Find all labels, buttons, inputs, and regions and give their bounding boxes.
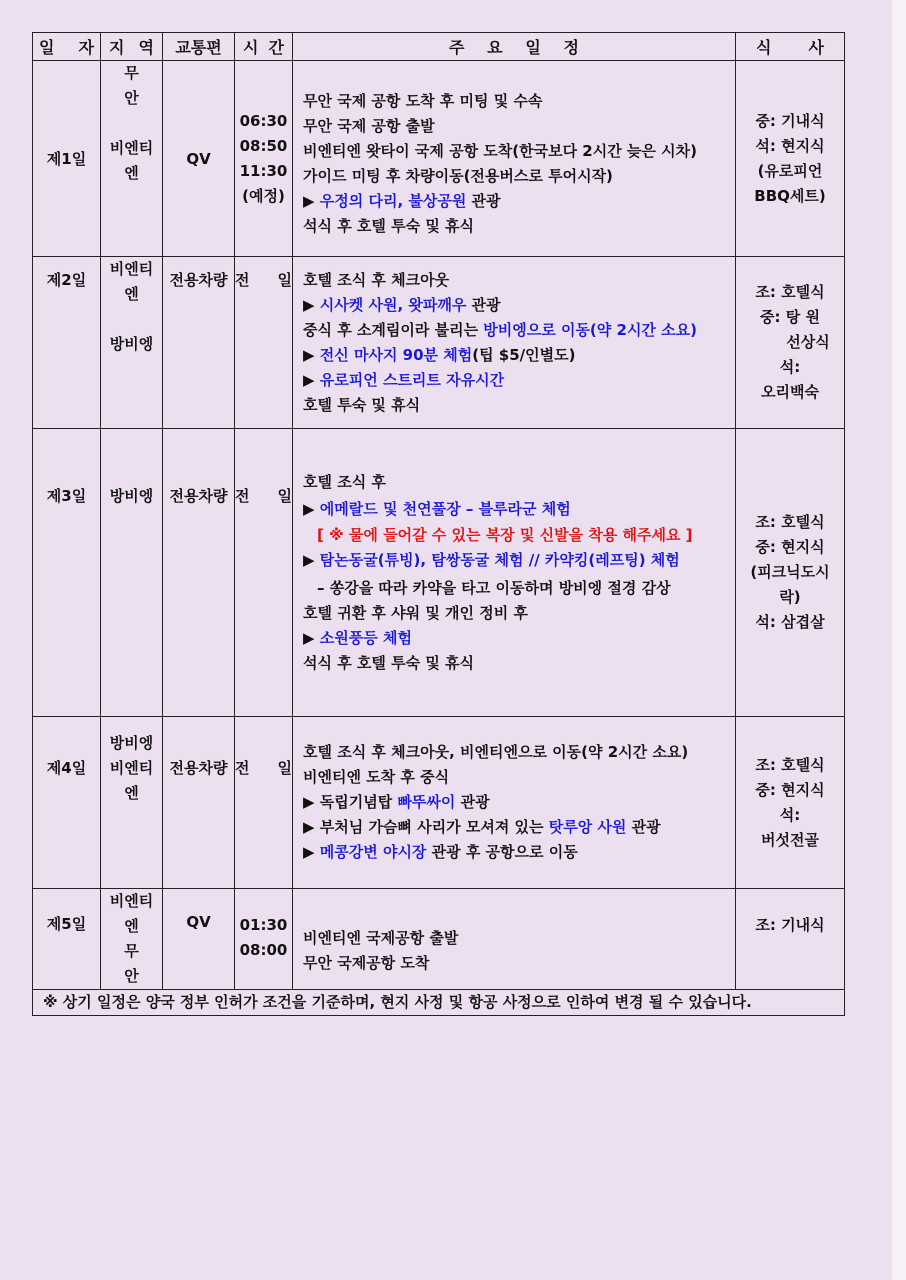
- schedule-cell: [293, 717, 736, 889]
- schedule-line: ▶ 독립기념탑 빠뚜싸이 관광: [303, 793, 490, 811]
- header-region: 지 역: [101, 33, 163, 61]
- region-cell: 비엔티 엔 방비엥: [101, 257, 163, 429]
- itinerary-table: [32, 32, 845, 1016]
- header-row: [33, 33, 845, 61]
- schedule-line: ▶ 전신 마사지 90분 체험(팁 $5/인별도): [303, 345, 576, 364]
- schedule-line: 무안 국제 공항 출발: [303, 116, 435, 135]
- schedule-line: ▶ 부처님 가슴뼈 사리가 모셔져 있는 탓루앙 사원 관광: [303, 818, 661, 836]
- time-cell: 01:30 08:00: [235, 889, 293, 990]
- schedule-line: 가이드 미팅 후 차량이동(전용버스로 투어시작): [303, 166, 613, 185]
- meal-cell: 조: 호텔식 중: 현지식 (피크닉도시 락) 석: 삼겹살: [736, 429, 845, 717]
- schedule-line: ▶ 소원풍등 체험: [303, 628, 412, 647]
- day-row-4: [33, 717, 845, 889]
- transport-cell: QV: [163, 889, 235, 990]
- schedule-line: 무안 국제공항 도착: [303, 954, 430, 972]
- schedule-line: 호텔 조식 후 체크아웃: [303, 270, 450, 289]
- transport-cell: QV: [163, 61, 235, 257]
- schedule-line: 비엔티엔 왓타이 국제 공항 도착(한국보다 2시간 늦은 시차): [303, 141, 697, 160]
- schedule-line: 호텔 조식 후: [303, 472, 386, 491]
- header-transport: 교통편: [163, 33, 235, 61]
- warning-note: [ ※ 물에 들어갈 수 있는 복장 및 신발을 착용 해주세요 ]: [317, 525, 693, 544]
- footnote-row: [33, 990, 845, 1016]
- schedule-cell: [293, 429, 736, 717]
- schedule-line: 무안 국제 공항 도착 후 미팅 및 수속: [303, 91, 543, 110]
- header-time: 시 간: [235, 33, 293, 61]
- schedule-line: ▶ 우정의 다리, 불상공원 관광: [303, 191, 501, 210]
- schedule-line: 호텔 투숙 및 휴식: [303, 395, 421, 414]
- region-cell: 무 안 비엔티 엔: [101, 61, 163, 257]
- schedule-line: 비엔티엔 도착 후 중식: [303, 768, 450, 786]
- time-cell: 전 일: [235, 257, 293, 429]
- schedule-line: ▶ 유로피언 스트리트 자유시간: [303, 370, 505, 389]
- meal-cell: 조: 기내식: [736, 889, 845, 990]
- meal-cell: 조: 호텔식 중: 현지식 석: 버섯전골: [736, 717, 845, 889]
- time-cell: 전 일: [235, 429, 293, 717]
- schedule-line: ▶ 메콩강변 야시장 관광 후 공항으로 이동: [303, 843, 578, 861]
- day-row-5: [33, 889, 845, 990]
- time-cell: 전 일: [235, 717, 293, 889]
- transport-cell: 전용차량: [163, 257, 235, 429]
- schedule-line: – 쏭강을 따라 카약을 타고 이동하며 방비엥 절경 감상: [317, 578, 671, 597]
- schedule-line: 호텔 귀환 후 샤워 및 개인 정비 후: [303, 603, 528, 622]
- transport-cell: 전용차량: [163, 717, 235, 889]
- region-cell: 비엔티 엔 무 안: [101, 889, 163, 990]
- header-meal: 식 사: [736, 33, 845, 61]
- meal-cell: 조: 호텔식 중: 탕 원 선상식 석: 오리백숙: [736, 257, 845, 429]
- day-row-3: [33, 429, 845, 717]
- schedule-cell: [293, 61, 736, 257]
- day-label: 제4일: [33, 717, 101, 889]
- footnote: ※ 상기 일정은 양국 정부 인허가 조건을 기준하며, 현지 사정 및 항공 사정으로 인하여 변경 될 수 있습니다.: [33, 990, 845, 1016]
- schedule-cell: [293, 889, 736, 990]
- region-cell: 방비엥: [101, 429, 163, 717]
- day-label: 제2일: [33, 257, 101, 429]
- day-label: 제3일: [33, 429, 101, 717]
- day-label: 제5일: [33, 889, 101, 990]
- schedule-line: 석식 후 호텔 투숙 및 휴식: [303, 216, 475, 235]
- day-row-1: [33, 61, 845, 257]
- meal-cell: 중: 기내식 석: 현지식 (유로피언 BBQ세트): [736, 61, 845, 257]
- schedule-line: 중식 후 소계림이라 불리는 방비엥으로 이동(약 2시간 소요): [303, 320, 697, 339]
- region-cell: 방비엥 비엔티 엔: [101, 717, 163, 889]
- page-edge: [892, 0, 906, 1280]
- day-row-2: [33, 257, 845, 429]
- schedule-cell: [293, 257, 736, 429]
- schedule-line: 비엔티엔 국제공항 출발: [303, 929, 459, 947]
- transport-cell: 전용차량: [163, 429, 235, 717]
- header-day: 일 자: [33, 33, 101, 61]
- schedule-line: ▶ 탐논동굴(튜빙), 탐쌍동굴 체험 // 카약킹(레프팅) 체험: [303, 550, 680, 569]
- schedule-line: 호텔 조식 후 체크아웃, 비엔티엔으로 이동(약 2시간 소요): [303, 743, 689, 761]
- schedule-line: 석식 후 호텔 투숙 및 휴식: [303, 653, 475, 672]
- schedule-line: ▶ 시사켓 사원, 왓파깨우 관광: [303, 295, 501, 314]
- time-cell: 06:30 08:50 11:30 (예정): [235, 61, 293, 257]
- header-schedule: 주 요 일 정: [293, 33, 736, 61]
- day-label: 제1일: [33, 61, 101, 257]
- schedule-line: ▶ 에메랄드 및 천연풀장 – 블루라군 체험: [303, 499, 571, 518]
